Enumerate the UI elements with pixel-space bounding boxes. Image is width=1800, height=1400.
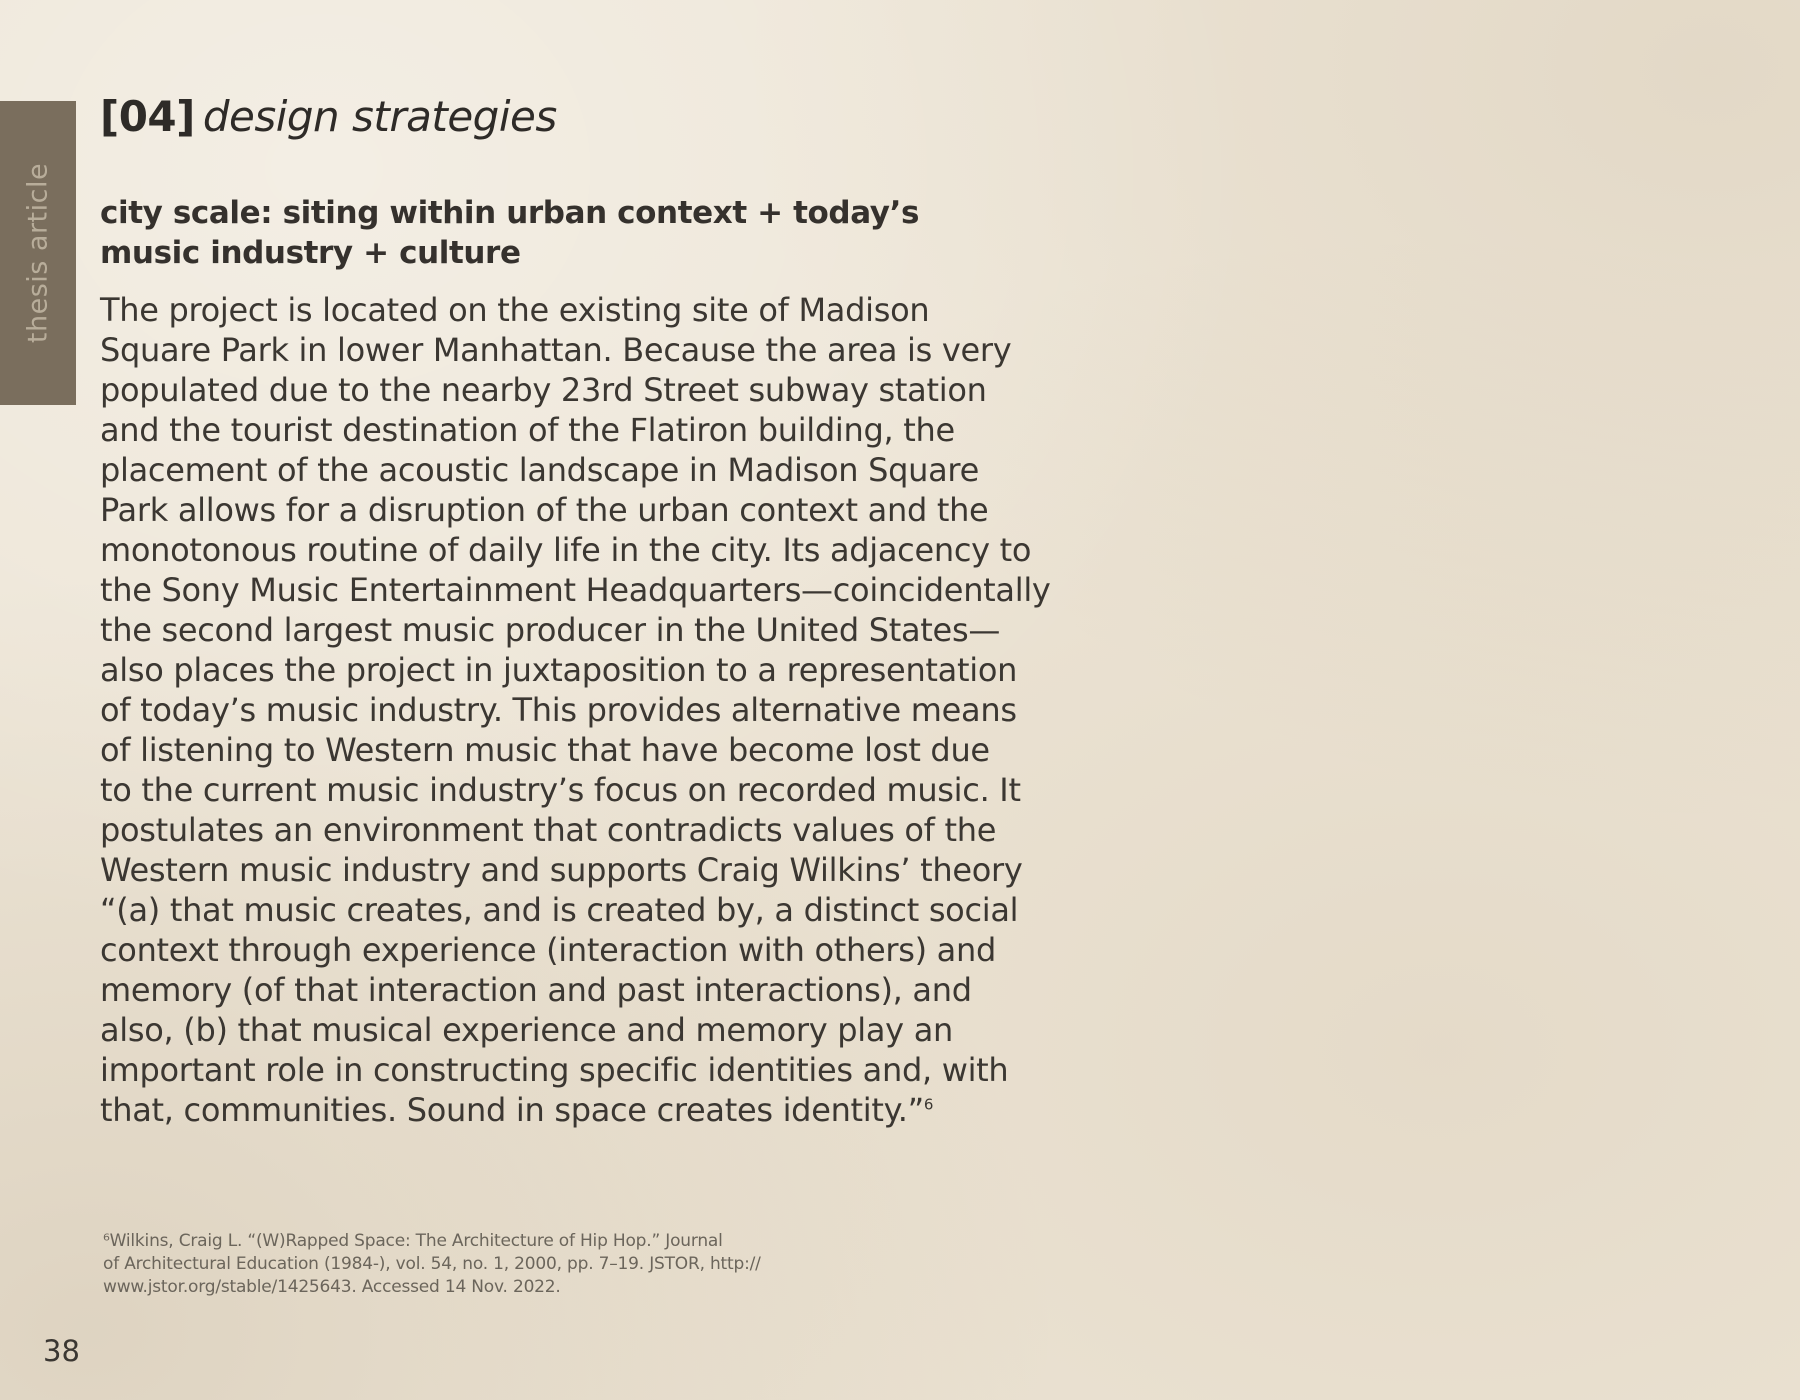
subheading: city scale: siting within urban context + today’s music industry + culture [100,195,920,271]
section-title: design strategies [202,92,557,141]
page-number: 38 [43,1334,80,1368]
section-number: [04] [100,92,195,141]
section-tab [0,101,76,405]
footnote-reference: 6 [923,1095,934,1114]
body-paragraph [100,290,1090,1130]
section-tab-label: thesis article [22,162,54,344]
body-paragraph-text: The project is located on the existing site of Madison Square Park in lower Manhattan. Because the area is very populated due to the nearby 23rd Street subway station and the tourist destination of the Flatiron building, the placement of the acoustic landscape in Madison Square Park allows for a disruption of the urban context and the monotonous routine of daily life in the city. Its adjacency to the Sony Music Entertainment Headquarters—coincidentally the second largest music producer in the United States— also places the project in juxtaposition to a representation of today’s music industry. This provides alternative means of listening to Western music that have become lost due to the current music industry’s focus on recorded music. It postulates an environment that contradicts values of the Western music industry and supports Craig Wilkins’ theory “(a) that music creates, and is created by, a distinct social context through experience (interaction with others) and memory (of that interaction and past interactions), and also, (b) that musical experience and memory play an important role in constructing specific identities and, with that, communities. Sound in space creates identity.” [100,291,1051,1129]
footnote: ⁶Wilkins, Craig L. “(W)Rapped Space: The Architecture of Hip Hop.” Journal of Architectural Education (1984-), vol. 54, no. 1, 2000, pp. 7–19. JSTOR, http:// www.jstor.org/stable/1425643. Accessed 14 Nov. 2022. [103,1231,761,1297]
section-heading [100,92,557,141]
